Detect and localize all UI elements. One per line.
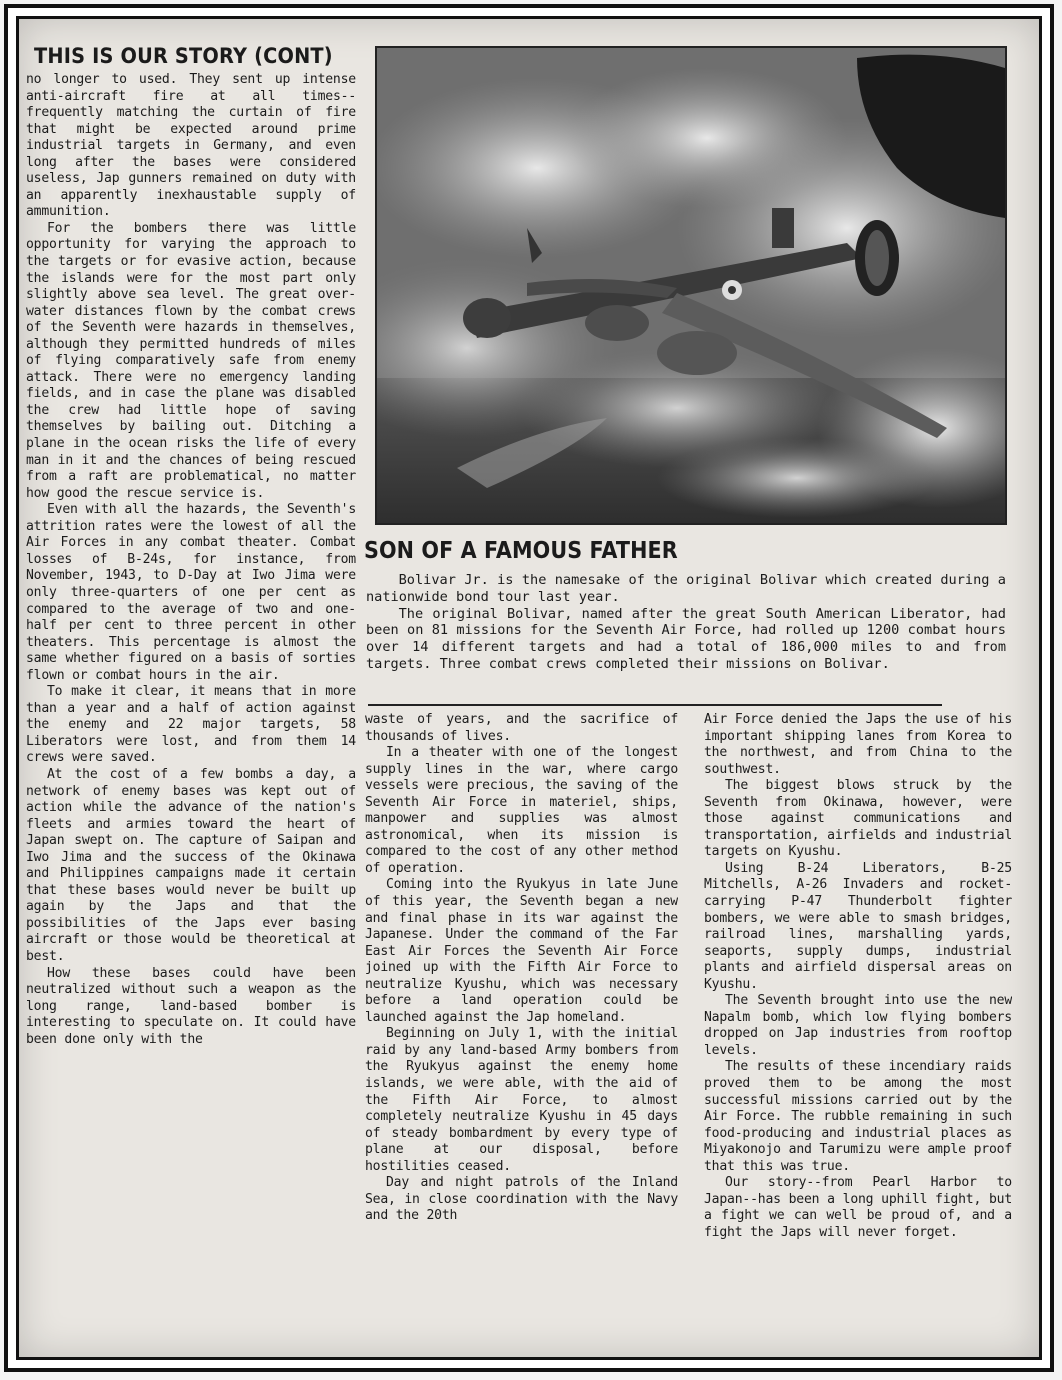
- story-column-2: [365, 712, 678, 1352]
- bomber-photo: [375, 46, 1007, 525]
- story-col1-paragraph: no longer to used. They sent up intense anti-aircraft fire at all times--frequently matching the curtain of fire that might be expected around prime industrial targets in Germany, and even long after the bases were considered useless, Jap gunners remained on duty with an apparently inexhaustable supply of ammunition.: [26, 72, 356, 220]
- story-col2-paragraph: In a theater with one of the longest supply lines in the war, where cargo vessels were precious, the saving of the Seventh Air Force in materiel, ships, manpower and supplies was almost astronomical, when its mission is compared to the cost of any other method of operation.: [365, 745, 678, 876]
- story-col3-paragraph: Using B-24 Liberators, B-25 Mitchells, A-26 Invaders and rocket-carrying P-47 Thunderbolt fighter bombers, we were able to smash bridges, railroad lines, marshalling yards, seaports, supply dumps, industrial plants and airfield dispersal areas on Kyushu.: [704, 860, 1012, 992]
- story-col3-paragraph: The results of these incendiary raids proved them to be among the most successful missions carried out by the Air Force. The rubble remaining in such food-producing and industrial places as Miyakonojo and Tarumizu were ample proof that this was true.: [704, 1059, 1012, 1174]
- section-divider: [368, 704, 942, 706]
- feature-paragraph: The original Bolivar, named after the great South American Liberator, had been on 81 missions for the Seventh Air Force, had rolled up 1200 combat hours over 14 different targets and had a total of 186,000 miles to and from targets. Three combat crews completed their missions on Bolivar.: [366, 605, 1006, 672]
- story-col1-paragraph: How these bases could have been neutralized without such a weapon as the long range, land-based bomber is interesting to speculate on. It could have been done only with the: [26, 965, 356, 1047]
- story-col3-paragraph: Our story--from Pearl Harbor to Japan--has been a long uphill fight, but a fight we can well be proud of, and a fight the Japs will never forget.: [704, 1175, 1012, 1240]
- b24-liberator-bomber-over-clouds-icon: [377, 48, 1005, 523]
- story-heading: THIS IS OUR STORY (CONT): [34, 44, 333, 68]
- feature-text: [366, 572, 1006, 673]
- story-col2-paragraph: waste of years, and the sacrifice of thousands of lives.: [365, 712, 678, 744]
- story-col1-paragraph: To make it clear, it means that in more than a year and a half of action against the enemy and 22 major targets, 58 Liberators were lost, and from them 14 crews were saved.: [26, 684, 356, 766]
- story-column-3: [704, 712, 1012, 1352]
- story-col1-paragraph: For the bombers there was little opportunity for varying the approach to the targets or for evasive action, because the islands were for the most part only slightly above sea level. The great over-water distances flown by the combat crews of the Seventh were hazards in themselves, although they permitted hundreds of miles of flying comparatively safe from enemy attack. There were no emergency landing fields, and in case the plane was disabled the crew had little hope of saving themselves by bailing out. Ditching a plane in the ocean risks the life of every man in it and the chances of being rescued from a raft are problematical, no matter how good the rescue service is.: [26, 220, 356, 501]
- story-column-1: [26, 72, 356, 1352]
- story-col2-paragraph: Beginning on July 1, with the initial raid by any land-based Army bombers from the Ryukyus against the enemy home islands, we were able, with the aid of the Fifth Air Force, to almost completely neutralize Kyushu in 45 days of steady bombardment by every type of plane at our disposal, before hostilities ceased.: [365, 1026, 678, 1174]
- story-col2-paragraph: Day and night patrols of the Inland Sea, in close coordination with the Navy and the 20th: [365, 1175, 678, 1224]
- feature-heading: SON OF A FAMOUS FATHER: [364, 538, 678, 564]
- feature-paragraph: Bolivar Jr. is the namesake of the original Bolivar which created during a nationwide bond tour last year.: [366, 572, 1006, 605]
- story-col2-paragraph: Coming into the Ryukyus in late June of this year, the Seventh began a new and final phase in its war against the Japanese. Under the command of the Far East Air Forces the Seventh Air Force joined up with the Fifth Air Force to neutralize Kyushu, which was necessary before a land operation could be launched against the Jap homeland.: [365, 877, 678, 1025]
- story-col3-paragraph: The biggest blows struck by the Seventh from Okinawa, however, were those against communications and transportation, airfields and industrial targets on Kyushu.: [704, 778, 1012, 860]
- story-col3-paragraph: Air Force denied the Japs the use of his important shipping lanes from Korea to the northwest, and from China to the southwest.: [704, 712, 1012, 777]
- story-col3-paragraph: The Seventh brought into use the new Napalm bomb, which low flying bombers dropped on Jap industries from rooftop levels.: [704, 993, 1012, 1058]
- story-col1-paragraph: Even with all the hazards, the Seventh's attrition rates were the lowest of all the Air Forces in any combat theater. Combat losses of B-24s, for instance, from November, 1943, to D-Day at Iwo Jima were only three-quarters of one per cent as compared to the average of two and one-half per cent to three percent in other theaters. This percentage is almost the same whether figured on a basis of sorties flown or combat hours in the air.: [26, 502, 356, 683]
- story-col1-paragraph: At the cost of a few bombs a day, a network of enemy bases was kept out of action while the advance of the nation's fleets and armies toward the heart of Japan swept on. The capture of Saipan and Iwo Jima and the success of the Okinawa and Philippines campaigns made it certain that these bases would never be built up again by the Japs and that the possibilities of the Japs ever basing aircraft or those would be theoretical at best.: [26, 766, 356, 964]
